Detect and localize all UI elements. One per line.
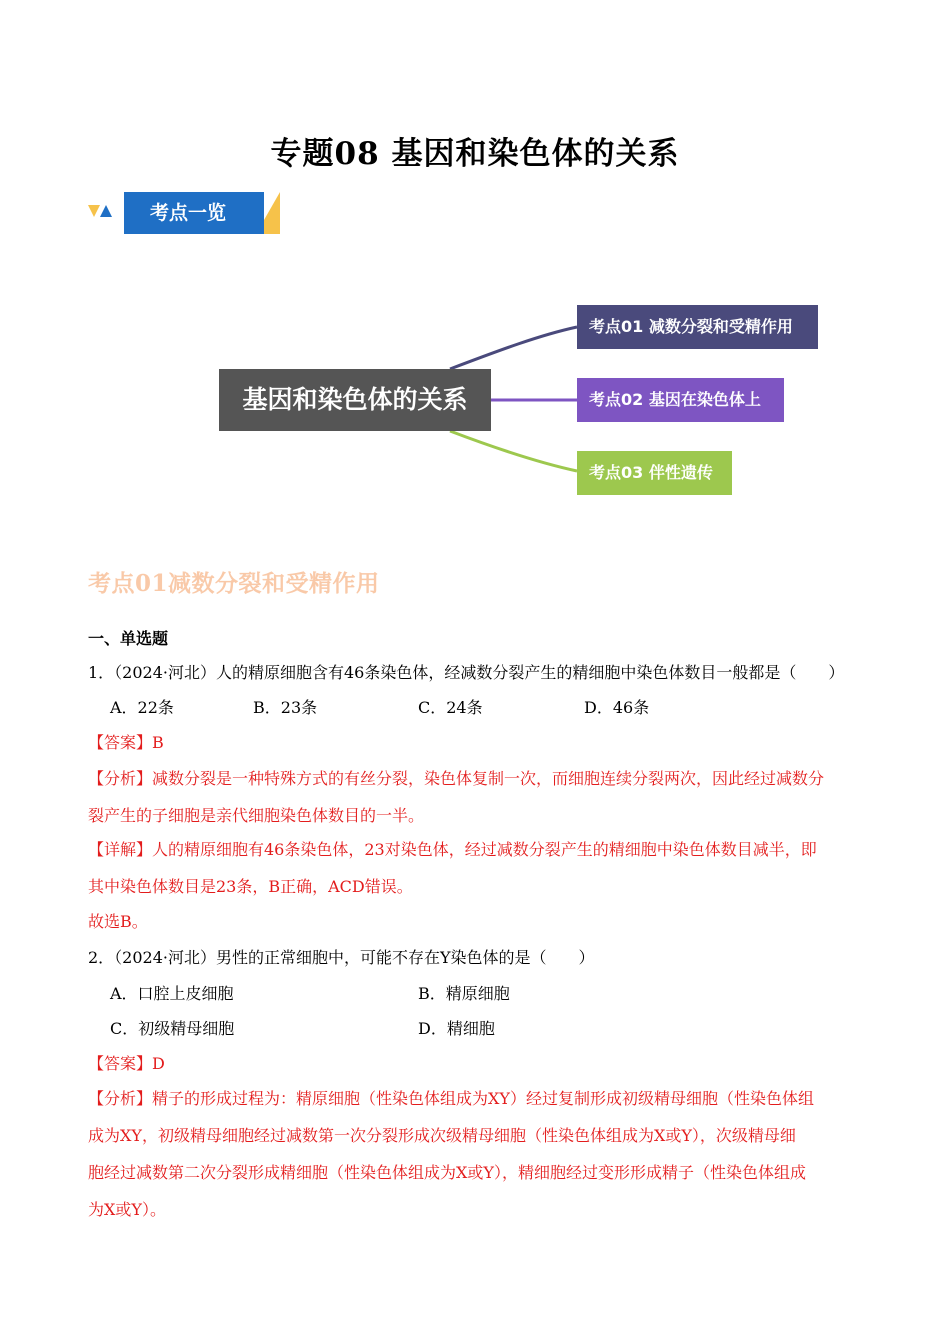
q2-option-b: B．精原细胞 <box>418 984 510 1003</box>
q1-stem: 1．（2024·河北）人的精原细胞含有46条染色体，经减数分裂产生的精细胞中染色体数目一般都是（ ） <box>88 663 845 682</box>
section-heading: 考点01减数分裂和受精作用 <box>88 570 380 597</box>
q1-conclusion: 故选B。 <box>88 912 148 931</box>
q1-option-a: A．22条 <box>110 698 174 717</box>
q2-analysis-line-4: 为X或Y）。 <box>88 1200 166 1219</box>
q2-option-a: A．口腔上皮细胞 <box>110 984 234 1003</box>
mind-map-node-2: 考点02 基因在染色体上 <box>577 378 784 422</box>
q2-stem: 2．（2024·河北）男性的正常细胞中，可能不存在Y染色体的是（ ） <box>88 948 595 967</box>
q2-option-c: C．初级精母细胞 <box>110 1019 235 1038</box>
q2-analysis-line-1: 【分析】精子的形成过程为：精原细胞（性染色体组成为XY）经过复制形成初级精母细胞（性染色体组 <box>88 1089 814 1108</box>
q1-option-c: C．24条 <box>418 698 483 717</box>
q1-answer: 【答案】B <box>88 733 164 752</box>
yellow-triangle-icon <box>88 205 100 217</box>
q2-analysis-line-2: 成为XY，初级精母细胞经过减数第一次分裂形成次级精母细胞（性染色体组成为X或Y），次级精母细 <box>88 1126 796 1145</box>
mind-map-node-1: 考点01 减数分裂和受精作用 <box>577 305 818 349</box>
section-banner <box>88 192 288 234</box>
connector-1 <box>450 327 577 369</box>
q2-analysis-line-3: 胞经过减数第二次分裂形成精细胞（性染色体组成为X或Y），精细胞经过变形形成精子（性染色体组成 <box>88 1163 806 1182</box>
page-title: 专题08 基因和染色体的关系 <box>270 136 680 172</box>
mind-map <box>210 295 830 505</box>
q1-analysis-line-1: 【分析】减数分裂是一种特殊方式的有丝分裂，染色体复制一次，而细胞连续分裂两次，因此经过减数分 <box>88 769 825 788</box>
q2-option-d: D．精细胞 <box>418 1019 495 1038</box>
q2-answer: 【答案】D <box>88 1054 165 1073</box>
blue-triangle-icon <box>100 205 112 217</box>
mind-map-central-node: 基因和染色体的关系 <box>219 369 491 431</box>
q1-detail-line-1: 【详解】人的精原细胞有46条染色体，23对染色体，经过减数分裂产生的精细胞中染色体数目减半，即 <box>88 840 817 859</box>
q1-analysis-line-2: 裂产生的子细胞是亲代细胞染色体数目的一半。 <box>88 806 425 825</box>
mind-map-node-3: 考点03 伴性遗传 <box>577 451 732 495</box>
q1-option-b: B．23条 <box>253 698 318 717</box>
q1-detail-line-2: 其中染色体数目是23条，B正确，ACD错误。 <box>88 877 413 896</box>
q1-option-d: D．46条 <box>584 698 650 717</box>
banner-label: 考点一览 <box>124 192 264 234</box>
connector-3 <box>450 431 577 471</box>
subheading: 一、单选题 <box>88 629 169 648</box>
